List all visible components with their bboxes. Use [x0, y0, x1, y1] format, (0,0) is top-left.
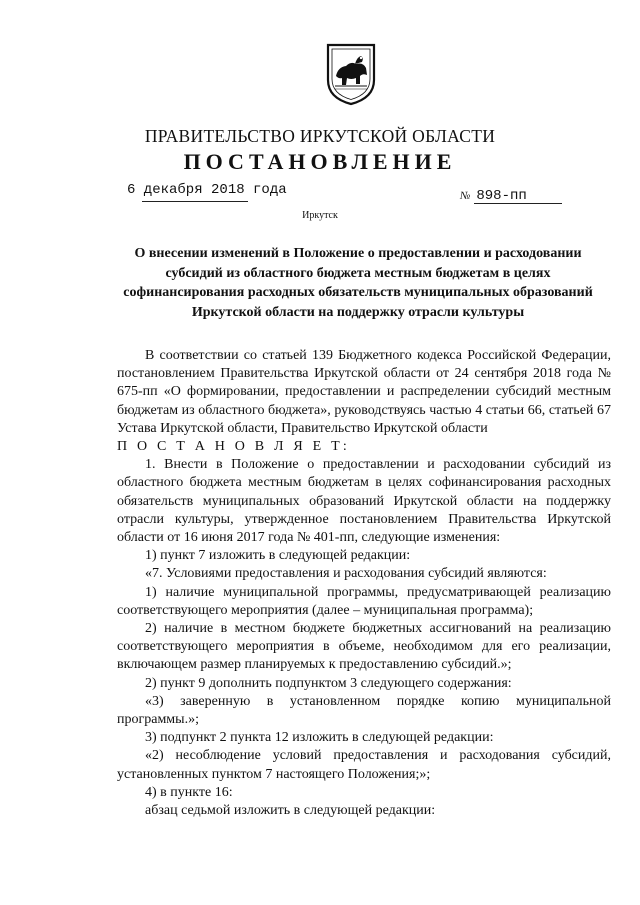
paragraph: абзац седьмой изложить в следующей редакции:: [145, 803, 436, 819]
date-underline: [142, 201, 248, 202]
paragraph: 2) наличие в местном бюджете бюджетных ассигнований на реализацию соответствующего мероприятия в объеме, необходимом для его реализации, включающем размер планируемых к предоставлению субсидий.»;: [117, 621, 611, 673]
document-number-line: [460, 186, 527, 204]
paragraph: 1) наличие муниципальной программы, предусматривающей реализацию соответствующего мероприятия (далее – муниципальная программа);: [117, 584, 611, 618]
paragraph: 4) в пункте 16:: [145, 784, 233, 800]
paragraph: 2) пункт 9 дополнить подпунктом 3 следующего содержания:: [145, 675, 512, 691]
paragraph: 3) подпункт 2 пункта 12 изложить в следующей редакции:: [145, 730, 494, 746]
paragraph: 1) пункт 7 изложить в следующей редакции:: [145, 548, 411, 564]
organization-name: ПРАВИТЕЛЬСТВО ИРКУТСКОЙ ОБЛАСТИ: [144, 126, 496, 146]
paragraph: «7. Условиями предоставления и расходования субсидий являются:: [145, 566, 547, 582]
preamble: В соответствии со статьей 139 Бюджетного кодекса Российской Федерации, постановлением Правительства Иркутской области от 24 сентября 2018 года № 675-пп «О формировании, предоставлении и распределении субсидий местным бюджетам из областного бюджета», руководствуясь частью 4 статьи 66, статьей 67 Устава Иркутской области, Правительство Иркутской области: [117, 348, 611, 436]
paragraph: «2) несоблюдение условий предоставления и расходования субсидий, установленных пунктом 7 настоящего Положения;»;: [117, 748, 611, 782]
document-type: ПОСТАНОВЛЕНИЕ: [183, 149, 457, 174]
document-number: 898-пп: [476, 188, 527, 204]
document-body: [117, 347, 611, 820]
paragraph: «3) заверенную в установленном порядке копию муниципальной программы.»;: [117, 693, 611, 728]
coat-of-arms: [325, 42, 377, 106]
number-sign: №: [460, 190, 471, 202]
resolves-line: П О С Т А Н О В Л Я Е Т:: [117, 439, 350, 455]
paragraph: 1. Внести в Положение о предоставлении и расходовании субсидий из областного бюджета местным бюджетам в целях софинансирования расходных обязательств муниципальных образований Иркутской области на поддержку отрасли культуры, утвержденное постановлением Правительства Иркутской области от 16 июня 2017 года № 401-пп, следующие изменения:: [117, 457, 611, 546]
document-date: 6 декабря 2018 года: [127, 182, 287, 198]
city-name: Иркутск: [302, 210, 338, 221]
coat-of-arms-icon: [325, 42, 377, 106]
document-title: О внесении изменений в Положение о предоставлении и расходовании субсидий из областного бюджета местным бюджетам в целях софинансирования расходных обязательств муниципальных образований Иркутской области на поддержку отрасли культуры: [123, 246, 593, 320]
number-underline: [474, 203, 562, 204]
